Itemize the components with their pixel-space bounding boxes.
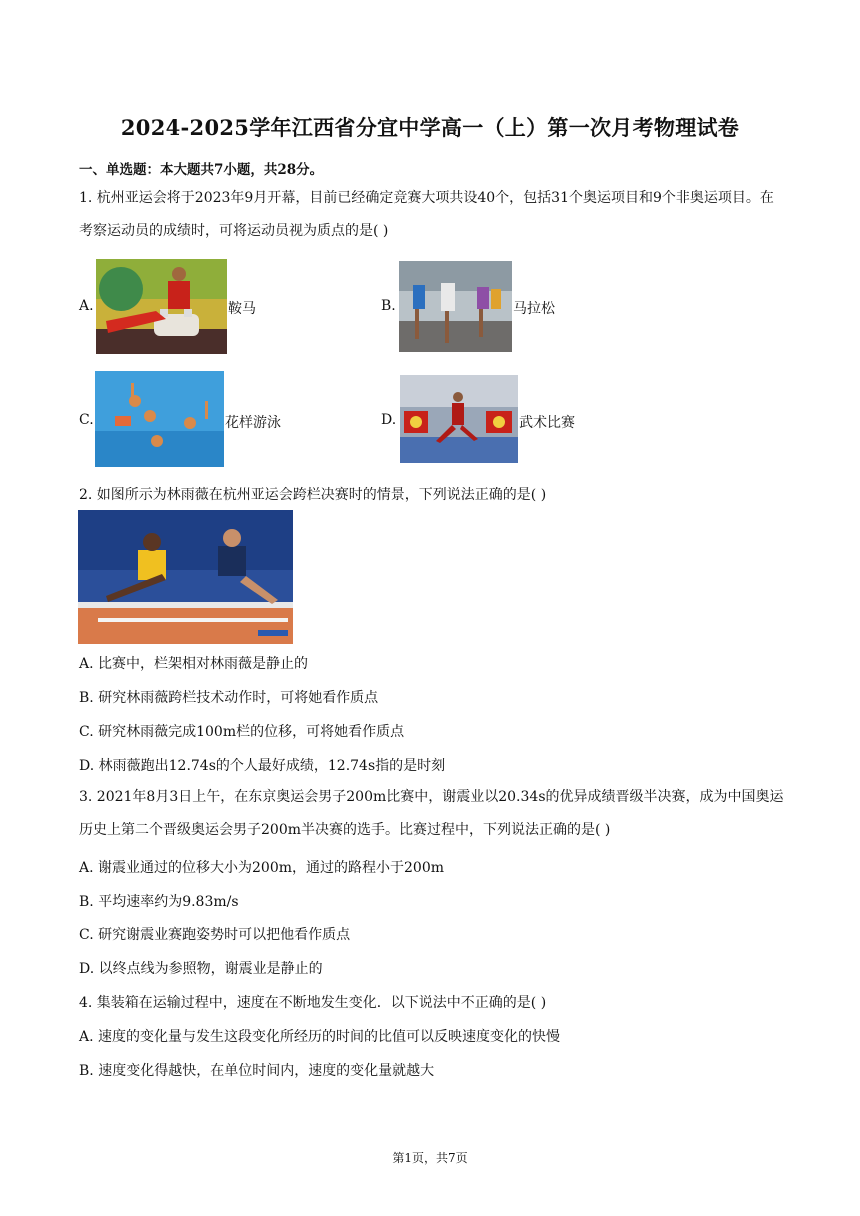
q1-option-a-letter: A. <box>79 298 94 314</box>
question-3-stem: 3. 2021年8月3日上午，在东京奥运会男子200m比赛中，谢震业以20.34s的优异成绩晋级半决赛，成为中国奥运历史上第二个晋级奥运会男子200m半决赛的选手。比赛过程中，下列说法正确的是( ) <box>79 789 784 838</box>
exam-title: 2024-2025学年江西省分宜中学高一（上）第一次月考物理试卷 <box>120 115 740 140</box>
q1-option-d-label: 武术比赛 <box>519 415 575 431</box>
wushu-image <box>400 375 518 463</box>
hurdles-race-image <box>78 510 293 644</box>
question-1-stem: 1. 杭州亚运会将于2023年9月开幕，目前已经确定竞赛大项共设40个，包括31个奥运项目和9个非奥运项目。在考察运动员的成绩时，可将运动员视为质点的是( ) <box>79 190 774 239</box>
marathon-image <box>399 261 512 352</box>
synchronized-swimming-image <box>95 371 224 467</box>
q1-option-b-letter: B. <box>381 298 396 314</box>
pommel-horse-image <box>96 259 227 354</box>
q1-option-b-label: 马拉松 <box>513 301 555 317</box>
q1-option-d-letter: D. <box>381 412 397 428</box>
q1-option-c-letter: C. <box>79 412 94 428</box>
q2-option-c: C. 研究林雨薇完成100m栏的位移，可将她看作质点 <box>79 724 405 740</box>
q4-option-b: B. 速度变化得越快，在单位时间内，速度的变化量就越大 <box>79 1063 435 1079</box>
page-footer: 第1页，共7页 <box>392 1151 468 1165</box>
q3-option-c: C. 研究谢震业赛跑姿势时可以把他看作质点 <box>79 927 351 943</box>
q2-option-d: D. 林雨薇跑出12.74s的个人最好成绩，12.74s指的是时刻 <box>79 758 446 774</box>
question-4-stem: 4. 集装箱在运输过程中，速度在不断地发生变化．以下说法中不正确的是( ) <box>79 995 547 1011</box>
q3-option-a: A. 谢震业通过的位移大小为200m，通过的路程小于200m <box>79 860 445 876</box>
q1-option-c-label: 花样游泳 <box>225 415 281 431</box>
q3-option-b: B. 平均速率约为9.83m/s <box>79 894 239 910</box>
q1-option-a-label: 鞍马 <box>228 301 256 317</box>
section-heading: 一、单选题：本大题共7小题，共28分。 <box>79 162 324 178</box>
q2-option-a: A. 比赛中，栏架相对林雨薇是静止的 <box>79 656 309 672</box>
q3-option-d: D. 以终点线为参照物，谢震业是静止的 <box>79 961 323 977</box>
q2-option-b: B. 研究林雨薇跨栏技术动作时，可将她看作质点 <box>79 690 379 706</box>
question-2-stem: 2. 如图所示为林雨薇在杭州亚运会跨栏决赛时的情景，下列说法正确的是( ) <box>79 487 547 503</box>
q4-option-a: A. 速度的变化量与发生这段变化所经历的时间的比值可以反映速度变化的快慢 <box>79 1029 561 1045</box>
